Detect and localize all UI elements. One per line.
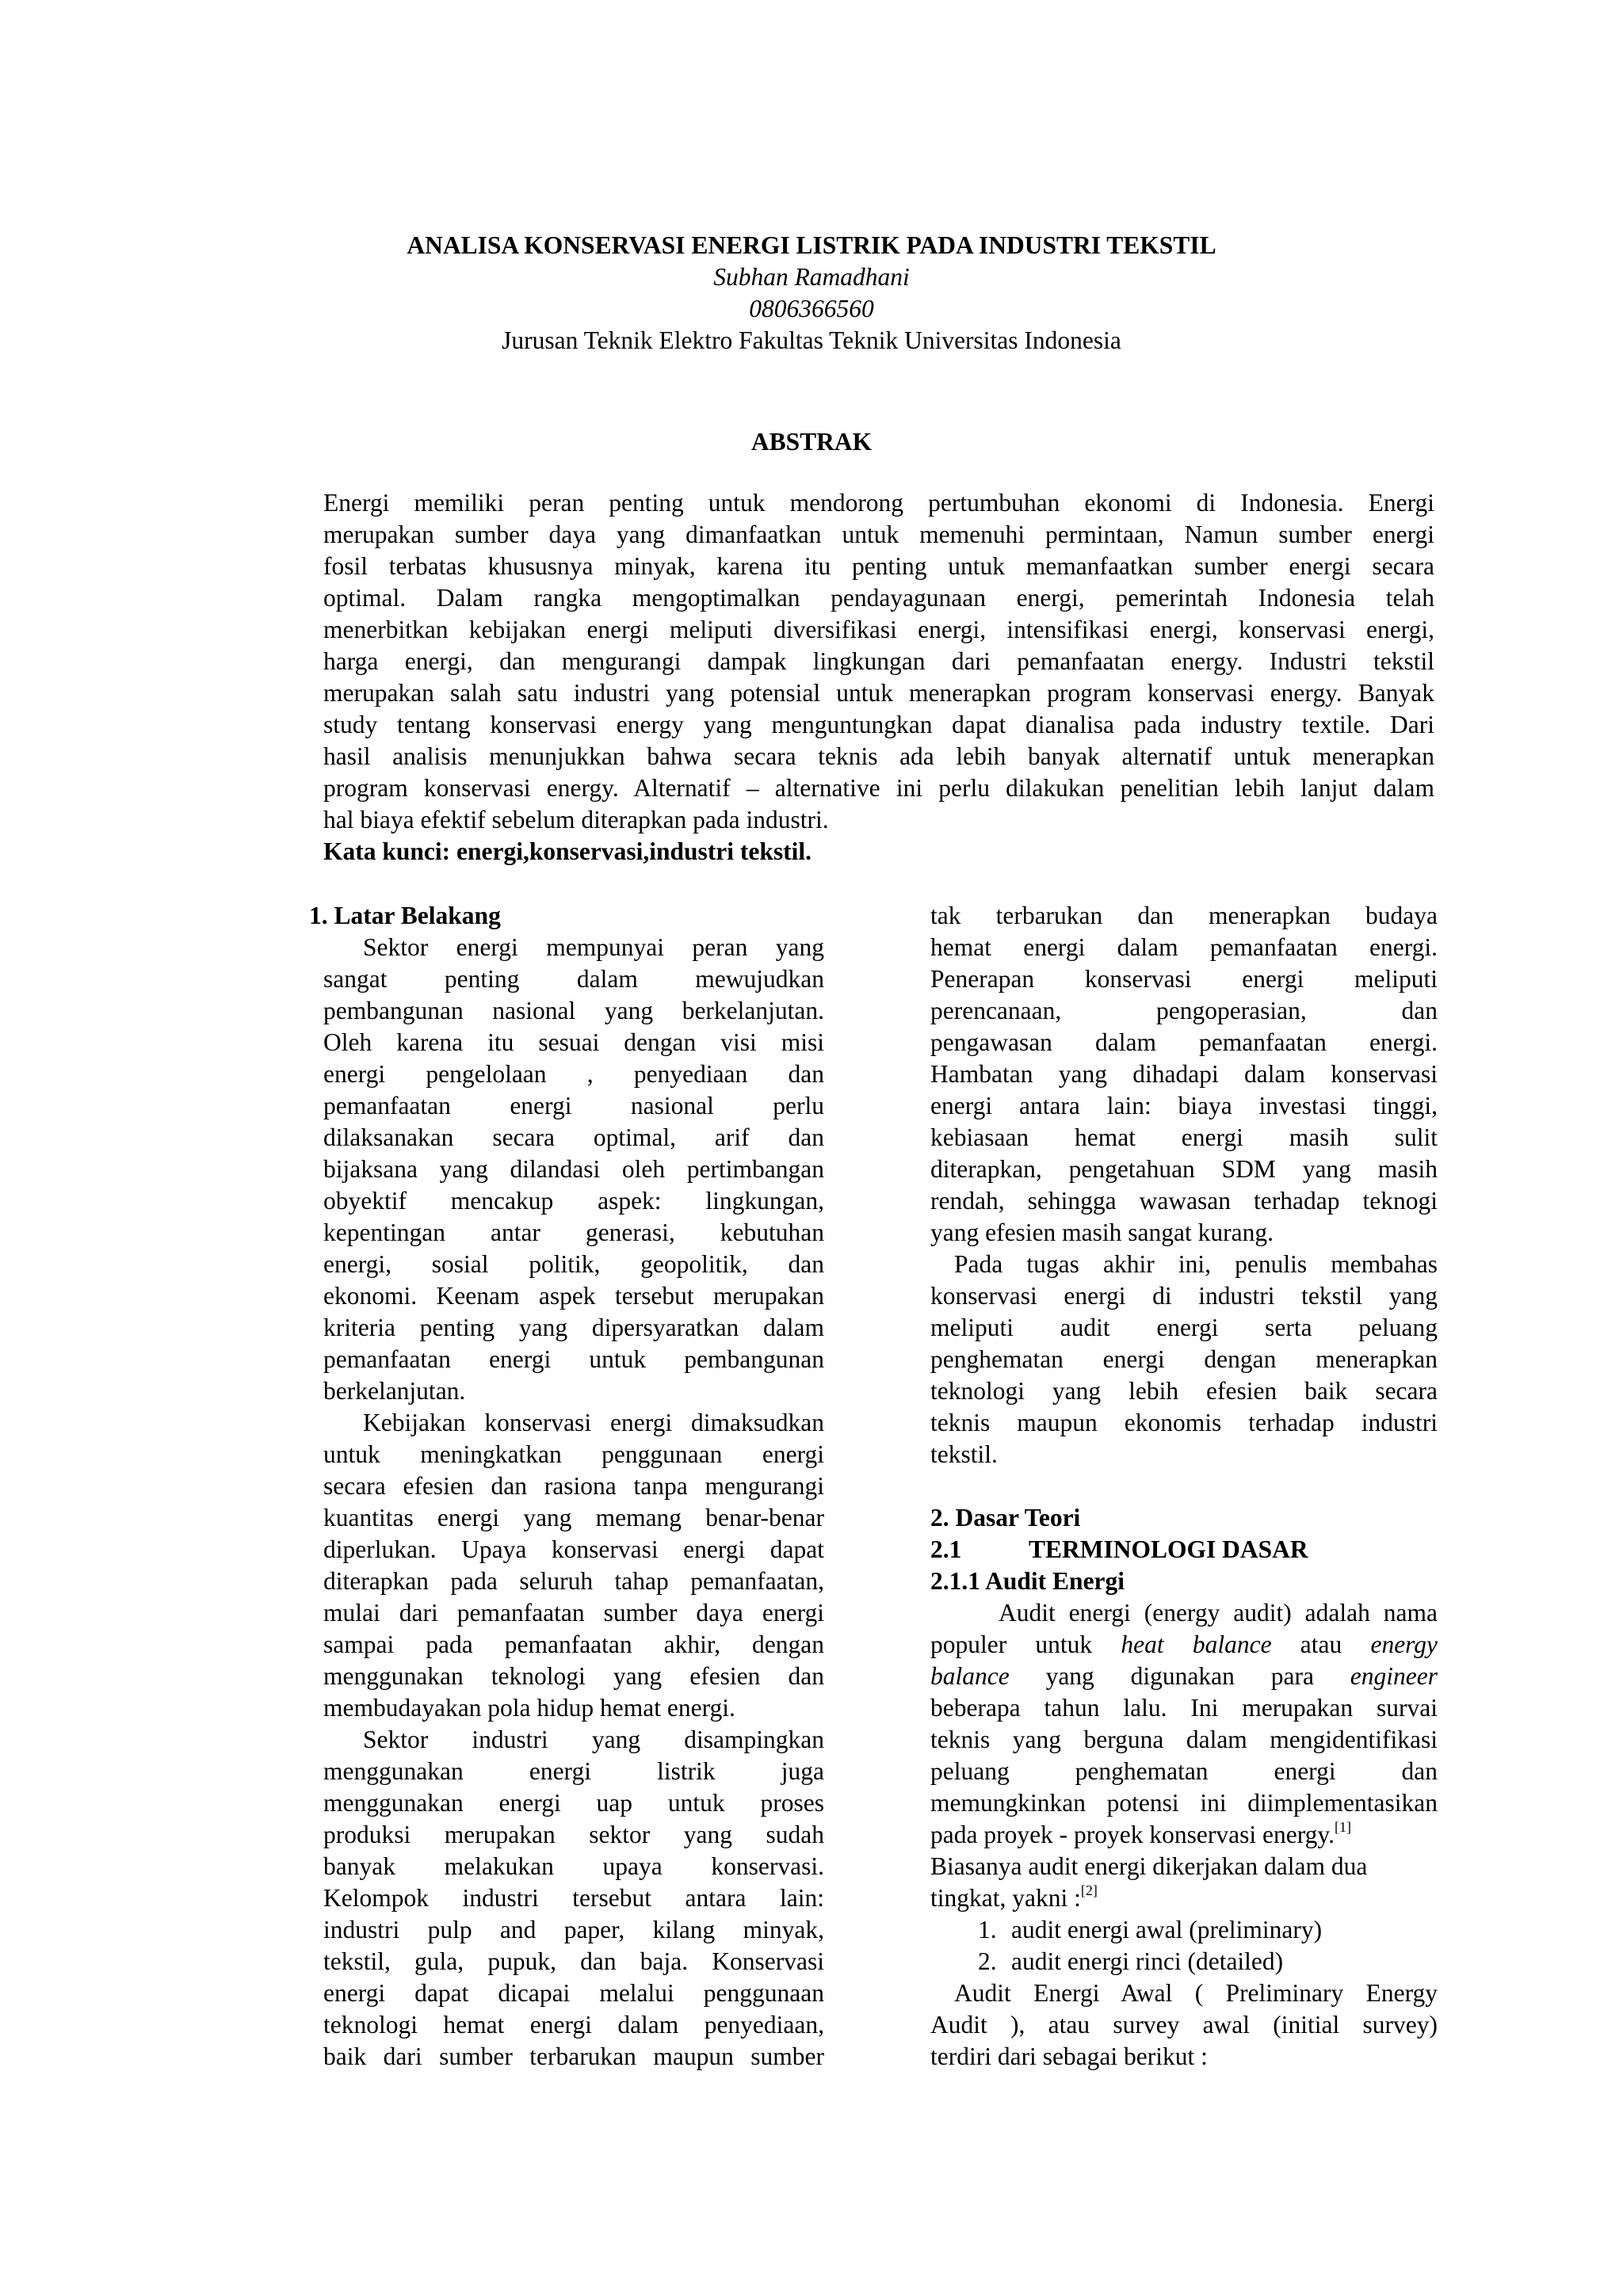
paragraph-line: Biasanya audit energi dikerjakan dalam dua (930, 1852, 1368, 1880)
paragraph-line: dilaksanakan secara optimal, arif dan (323, 1123, 824, 1151)
paragraph-line: produksi merupakan sektor yang sudah (323, 1821, 824, 1848)
paragraph-line: tak terbarukan dan menerapkan budaya (930, 902, 1438, 929)
abstract-line: program konservasi energy. Alternatif – alternative ini perlu dilakukan penelitian lebih lanjut dalam (323, 774, 1434, 802)
abstract-line: merupakan sumber daya yang dimanfaatkan untuk memenuhi permintaan, Namun sumber energi (323, 521, 1434, 548)
paragraph-line: ekonomi. Keenam aspek tersebut merupakan (323, 1282, 824, 1310)
paragraph-line: memungkinkan potensi ini diimplementasikan (930, 1789, 1438, 1817)
list-item: 2. audit energi rinci (detailed) (978, 1947, 1284, 1975)
paragraph-line: energi, sosial politik, geopolitik, dan (323, 1250, 824, 1278)
paragraph-line: menggunakan energi uap untuk proses (323, 1789, 824, 1817)
paragraph-line: kriteria penting yang dipersyaratkan dalam (323, 1314, 824, 1341)
paragraph-line: terdiri dari sebagai berikut : (930, 2042, 1208, 2070)
abstract-line: menerbitkan kebijakan energi meliputi diversifikasi energi, intensifikasi energi, konservasi energi, (323, 616, 1434, 643)
right-column (930, 900, 1438, 2073)
keywords: Kata kunci: energi,konservasi,industri tekstil. (323, 837, 812, 865)
paragraph-line: tekstil. (930, 1440, 998, 1468)
subsection-number: 2.1 (930, 1535, 962, 1563)
paragraph-line: mulai dari pemanfaatan sumber daya energi (323, 1599, 824, 1627)
paragraph-line: pada proyek - proyek konservasi energy.[1] (930, 1819, 1351, 1848)
paragraph-line: energi pengelolaan , penyediaan dan (323, 1060, 824, 1088)
paragraph-line: beberapa tahun lalu. Ini merupakan survai (930, 1694, 1438, 1722)
paragraph-line: kuantitas energi yang memang benar-benar (323, 1504, 824, 1531)
subsection-title: TERMINOLOGI DASAR (1029, 1535, 1308, 1563)
student-id: 0806366560 (749, 295, 874, 322)
paragraph-line: Audit ), atau survey awal (initial survey) (930, 2011, 1438, 2039)
abstract-heading: ABSTRAK (750, 428, 873, 456)
subsection-heading-2-1-1: 2.1.1 Audit Energi (930, 1567, 1125, 1595)
paragraph-line: Penerapan konservasi energi meliputi (930, 965, 1438, 993)
abstract-line: study tentang konservasi energy yang menguntungkan dapat dianalisa pada industry textile. Dari (323, 711, 1434, 738)
paragraph-line: perencanaan, pengoperasian, dan (930, 997, 1438, 1024)
affiliation: Jurusan Teknik Elektro Fakultas Teknik Universitas Indonesia (502, 326, 1121, 354)
paragraph-line: teknologi yang lebih efesien baik secara (930, 1377, 1438, 1405)
paragraph-line: pengawasan dalam pemanfaatan energi. (930, 1028, 1438, 1056)
paragraph-line: baik dari sumber terbarukan maupun sumber (323, 2042, 824, 2070)
paragraph-line: diperlukan. Upaya konservasi energi dapat (323, 1535, 824, 1563)
paragraph-line: menggunakan energi listrik juga (323, 1757, 824, 1785)
section-heading-dasar-teori: 2. Dasar Teori (930, 1504, 1081, 1531)
abstract-line: harga energi, dan mengurangi dampak lingkungan dari pemanfaatan energy. Industri tekstil (323, 647, 1434, 675)
abstract-line: merupakan salah satu industri yang potensial untuk menerapkan program konservasi energy. Banyak (323, 679, 1434, 707)
paragraph-line: menggunakan teknologi yang efesien dan (323, 1662, 824, 1690)
abstract-line: optimal. Dalam rangka mengoptimalkan pendayagunaan energi, pemerintah Indonesia telah (323, 584, 1434, 612)
paragraph-line: diterapkan, pengetahuan SDM yang masih (930, 1155, 1438, 1183)
paragraph-line: Hambatan yang dihadapi dalam konservasi (930, 1060, 1438, 1088)
paragraph-line: Sektor industri yang disampingkan (363, 1726, 824, 1753)
paragraph-line: Oleh karena itu sesuai dengan visi misi (323, 1028, 824, 1056)
paragraph-line: populer untuk heat balance atau energy (930, 1630, 1438, 1658)
paragraph-line: banyak melakukan upaya konservasi. (323, 1852, 824, 1880)
paragraph-line: diterapkan pada seluruh tahap pemanfaatan, (323, 1567, 824, 1595)
paragraph-line: pemanfaatan energi untuk pembangunan (323, 1345, 824, 1373)
paragraph-line: Sektor energi mempunyai peran yang (363, 933, 824, 961)
paper-title: ANALISA KONSERVASI ENERGI LISTRIK PADA INDUSTRI TEKSTIL (407, 231, 1216, 259)
paragraph-line: konservasi energi di industri tekstil yang (930, 1282, 1438, 1310)
paragraph-line: kebiasaan hemat energi masih sulit (930, 1123, 1438, 1151)
paragraph-line: rendah, sehingga wawasan terhadap teknogi (930, 1187, 1438, 1215)
paragraph-line: berkelanjutan. (323, 1377, 466, 1405)
abstract-body (323, 487, 1434, 868)
paragraph-line: sampai pada pemanfaatan akhir, dengan (323, 1630, 824, 1658)
paragraph-line: energi dapat dicapai melalui penggunaan (323, 1979, 824, 2007)
paragraph-line: Kebijakan konservasi energi dimaksudkan (363, 1409, 824, 1436)
paragraph-line: pembangunan nasional yang berkelanjutan. (323, 997, 824, 1024)
paragraph-line: tingkat, yakni :[2] (930, 1882, 1098, 1912)
citation-ref: [1] (1334, 1819, 1351, 1835)
paragraph-line: balance yang digunakan para engineer (930, 1662, 1438, 1690)
list-item: 1. audit energi awal (preliminary) (978, 1916, 1323, 1943)
paragraph-line: Audit Energi Awal ( Preliminary Energy (954, 1979, 1438, 2007)
paragraph-line: kepentingan antar generasi, kebutuhan (323, 1219, 824, 1246)
section-heading-latar-belakang: 1. Latar Belakang (309, 902, 501, 929)
paragraph-line: membudayakan pola hidup hemat energi. (323, 1694, 735, 1722)
paragraph-line: penghematan energi dengan menerapkan (930, 1345, 1438, 1373)
paragraph-line: industri pulp and paper, kilang minyak, (323, 1916, 824, 1943)
paragraph-line: yang efesien masih sangat kurang. (930, 1219, 1274, 1246)
paragraph-line: teknis yang berguna dalam mengidentifikasi (930, 1726, 1438, 1753)
paragraph-line: tekstil, gula, pupuk, dan baja. Konservasi (323, 1947, 824, 1975)
paper-header (0, 230, 1623, 357)
citation-ref: [2] (1080, 1882, 1098, 1898)
subsection-heading-2-1 (930, 1534, 1438, 1566)
paragraph-line: teknologi hemat energi dalam penyediaan, (323, 2011, 824, 2039)
abstract-line: hal biaya efektif sebelum diterapkan pada industri. (323, 806, 829, 833)
author-name: Subhan Ramadhani (713, 263, 910, 291)
paragraph-line: Kelompok industri tersebut antara lain: (323, 1884, 824, 1912)
paragraph-line: untuk meningkatkan penggunaan energi (323, 1440, 824, 1468)
paragraph-line: obyektif mencakup aspek: lingkungan, (323, 1187, 824, 1215)
paragraph-line: hemat energi dalam pemanfaatan energi. (930, 933, 1438, 961)
paragraph-line: teknis maupun ekonomis terhadap industri (930, 1409, 1438, 1436)
paragraph-line: bijaksana yang dilandasi oleh pertimbangan (323, 1155, 824, 1183)
abstract-line: fosil terbatas khususnya minyak, karena itu penting untuk memanfaatkan sumber energi secara (323, 552, 1434, 580)
paragraph-line: secara efesien dan rasiona tanpa mengurangi (323, 1472, 824, 1500)
paragraph-line: energi antara lain: biaya investasi tinggi, (930, 1092, 1438, 1119)
abstract-line: hasil analisis menunjukkan bahwa secara teknis ada lebih banyak alternatif untuk menerapkan (323, 742, 1434, 770)
left-column (309, 900, 824, 2073)
paragraph-line: sangat penting dalam mewujudkan (323, 965, 824, 993)
paragraph-line: Audit energi (energy audit) adalah nama (999, 1599, 1438, 1627)
paragraph-line: Pada tugas akhir ini, penulis membahas (954, 1250, 1438, 1278)
abstract-line: Energi memiliki peran penting untuk mendorong pertumbuhan ekonomi di Indonesia. Energi (323, 489, 1434, 517)
paragraph-line: peluang penghematan energi dan (930, 1757, 1438, 1785)
paragraph-line: meliputi audit energi serta peluang (930, 1314, 1438, 1341)
paragraph-line: pemanfaatan energi nasional perlu (323, 1092, 824, 1119)
